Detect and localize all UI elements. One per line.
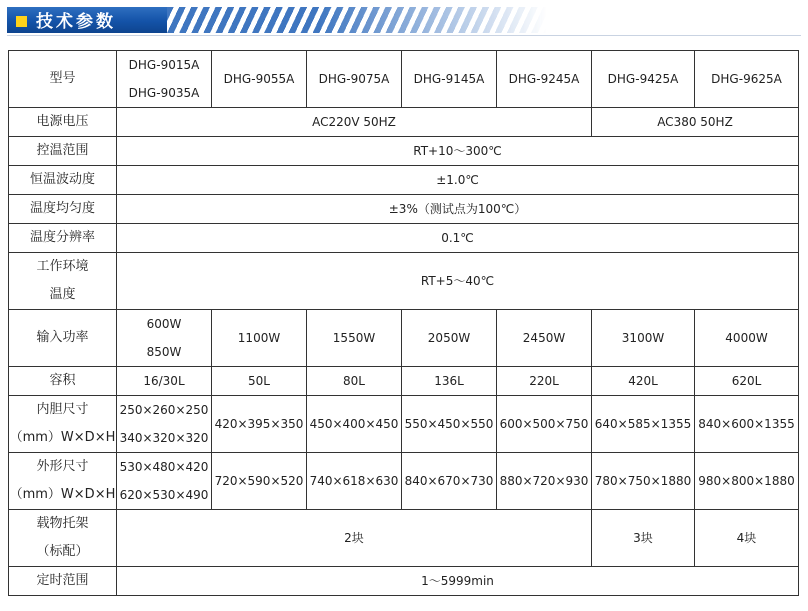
- row-outer-size: [9, 453, 799, 510]
- model-value: DHG-9035A: [128, 86, 200, 100]
- inner-size-cell: [117, 396, 212, 453]
- header-divider: [7, 35, 801, 36]
- input-power-cell: 3100W: [592, 310, 695, 367]
- outer-size-cell: 840×670×730: [402, 453, 497, 510]
- resolution-value: 0.1℃: [117, 224, 799, 253]
- inner-size-cell: 450×400×450: [307, 396, 402, 453]
- section-title: 技术参数: [36, 12, 116, 32]
- volume-cell: 80L: [307, 367, 402, 396]
- shelves-value: 3块: [592, 510, 695, 567]
- label-line: （mm）W×D×H: [9, 430, 116, 445]
- label-model: 型号: [9, 51, 117, 108]
- label-input-power: 输入功率: [9, 310, 117, 367]
- outer-size-value: 620×530×490: [119, 488, 209, 502]
- input-power-cell: 2050W: [402, 310, 497, 367]
- header-stripes-decoration: [167, 7, 547, 33]
- label-fluctuation: 恒温波动度: [9, 166, 117, 195]
- shelves-value: 4块: [695, 510, 799, 567]
- input-power-cell: 1100W: [212, 310, 307, 367]
- label-line: 温度: [49, 287, 76, 302]
- row-input-power: [9, 310, 799, 367]
- row-inner-size: [9, 396, 799, 453]
- row-model: [9, 51, 799, 108]
- label-inner-size: [9, 396, 117, 453]
- volume-cell: 220L: [497, 367, 592, 396]
- outer-size-cell: 720×590×520: [212, 453, 307, 510]
- square-bullet-icon: [16, 16, 27, 27]
- volume-cell: 420L: [592, 367, 695, 396]
- volume-cell: 620L: [695, 367, 799, 396]
- row-uniformity: [9, 195, 799, 224]
- inner-size-cell: 600×500×750: [497, 396, 592, 453]
- inner-size-value: 340×320×320: [119, 431, 209, 445]
- outer-size-cell: 740×618×630: [307, 453, 402, 510]
- label-shelves: [9, 510, 117, 567]
- fluctuation-value: ±1.0℃: [117, 166, 799, 195]
- section-header: [7, 5, 801, 33]
- outer-size-cell: 880×720×930: [497, 453, 592, 510]
- model-cell: DHG-9075A: [307, 51, 402, 108]
- label-line: 载物托架: [36, 516, 89, 531]
- outer-size-value: 530×480×420: [119, 460, 209, 474]
- inner-size-cell: 640×585×1355: [592, 396, 695, 453]
- row-power-supply: [9, 108, 799, 137]
- label-line: 外形尺寸: [36, 459, 89, 474]
- label-temp-range: 控温范围: [9, 137, 117, 166]
- label-line: （标配）: [36, 544, 89, 559]
- environment-value: RT+5～40℃: [117, 253, 799, 310]
- label-power-supply: 电源电压: [9, 108, 117, 137]
- model-cell: DHG-9145A: [402, 51, 497, 108]
- label-resolution: 温度分辨率: [9, 224, 117, 253]
- inner-size-value: 250×260×250: [119, 403, 209, 417]
- input-power-cell: 1550W: [307, 310, 402, 367]
- model-cell: [117, 51, 212, 108]
- outer-size-cell: [117, 453, 212, 510]
- row-resolution: [9, 224, 799, 253]
- outer-size-cell: 780×750×1880: [592, 453, 695, 510]
- label-timer: 定时范围: [9, 567, 117, 596]
- timer-value: 1～5999min: [117, 567, 799, 596]
- label-line: （mm）W×D×H: [9, 487, 116, 502]
- inner-size-cell: 550×450×550: [402, 396, 497, 453]
- model-cell: DHG-9055A: [212, 51, 307, 108]
- volume-cell: 50L: [212, 367, 307, 396]
- row-environment: [9, 253, 799, 310]
- model-cell: DHG-9245A: [497, 51, 592, 108]
- power-supply-value: AC220V 50HZ: [117, 108, 592, 137]
- shelves-value: 2块: [117, 510, 592, 567]
- temp-range-value: RT+10～300℃: [117, 137, 799, 166]
- row-shelves: [9, 510, 799, 567]
- input-power-cell: [117, 310, 212, 367]
- power-supply-value: AC380 50HZ: [592, 108, 799, 137]
- row-volume: [9, 367, 799, 396]
- label-uniformity: 温度均匀度: [9, 195, 117, 224]
- row-fluctuation: [9, 166, 799, 195]
- row-temp-range: [9, 137, 799, 166]
- spec-table: [8, 50, 799, 596]
- header-banner: [7, 7, 167, 33]
- model-cell: DHG-9425A: [592, 51, 695, 108]
- inner-size-cell: 420×395×350: [212, 396, 307, 453]
- input-power-cell: 4000W: [695, 310, 799, 367]
- uniformity-value: ±3%（测试点为100℃）: [117, 195, 799, 224]
- volume-cell: 16/30L: [117, 367, 212, 396]
- input-power-value: 850W: [146, 345, 182, 359]
- outer-size-cell: 980×800×1880: [695, 453, 799, 510]
- model-value: DHG-9015A: [128, 58, 200, 72]
- label-line: 内胆尺寸: [36, 402, 89, 417]
- label-environment: [9, 253, 117, 310]
- label-line: 工作环境: [36, 259, 89, 274]
- label-volume: 容积: [9, 367, 117, 396]
- model-cell: DHG-9625A: [695, 51, 799, 108]
- volume-cell: 136L: [402, 367, 497, 396]
- row-timer: [9, 567, 799, 596]
- inner-size-cell: 840×600×1355: [695, 396, 799, 453]
- label-outer-size: [9, 453, 117, 510]
- input-power-cell: 2450W: [497, 310, 592, 367]
- input-power-value: 600W: [146, 317, 182, 331]
